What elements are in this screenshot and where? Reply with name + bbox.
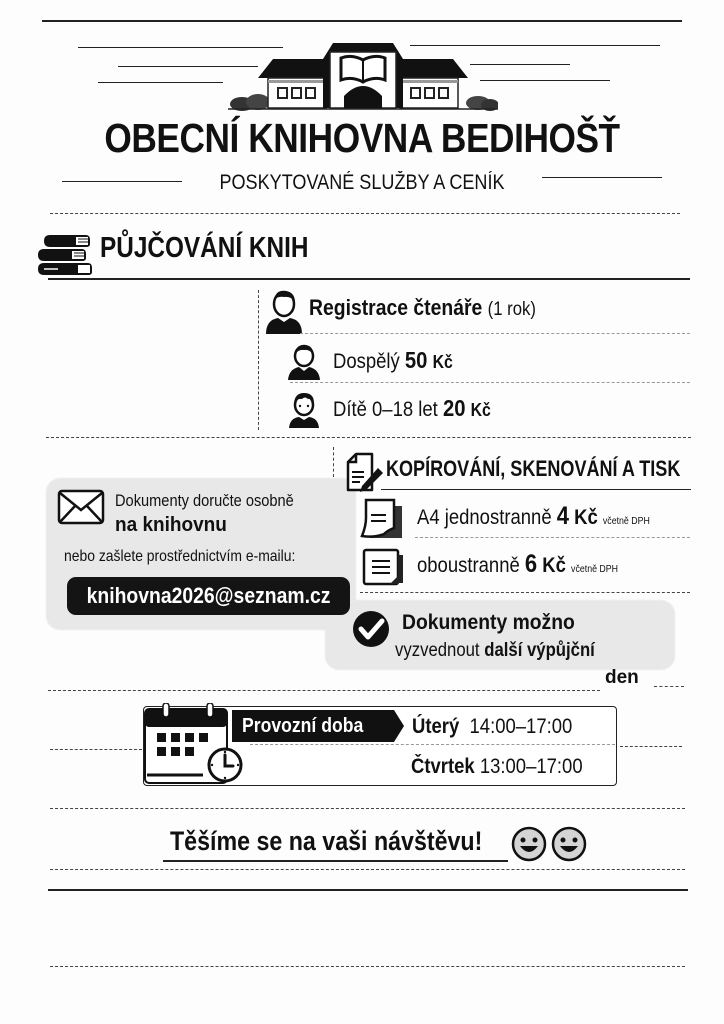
copy-note: včetně DPH bbox=[602, 516, 650, 527]
library-building-icon bbox=[228, 40, 498, 112]
smiley-icon bbox=[511, 826, 547, 862]
row-divider bbox=[250, 744, 615, 745]
pickup-text-bold: další výpůjční bbox=[484, 640, 595, 661]
single-page-icon bbox=[358, 498, 404, 540]
envelope-icon bbox=[57, 489, 105, 525]
price-label: Dospělý bbox=[333, 350, 400, 373]
lending-heading: PŮJČOVÁNÍ KNIH bbox=[100, 232, 309, 264]
footer-underline bbox=[163, 860, 508, 862]
copy-label: oboustranně bbox=[417, 554, 520, 577]
copy-price: 6 bbox=[524, 550, 538, 578]
copy-currency: Kč bbox=[542, 554, 566, 577]
divider bbox=[48, 690, 600, 691]
registration-label: Registrace čtenáře bbox=[309, 295, 483, 320]
price-row-child bbox=[333, 395, 491, 422]
price-row-adult bbox=[333, 347, 453, 374]
column-divider bbox=[258, 290, 259, 430]
schedule-row-thursday bbox=[411, 755, 583, 779]
delivery-line-3: nebo zašlete prostřednictvím e-mailu: bbox=[64, 548, 296, 565]
price-value: 20 bbox=[442, 395, 466, 421]
divider bbox=[46, 437, 691, 438]
email-link[interactable] bbox=[67, 577, 350, 615]
pickup-line-3: den bbox=[605, 667, 639, 688]
copying-heading: KOPÍROVÁNÍ, SKENOVÁNÍ A TISK bbox=[386, 456, 681, 481]
schedule-day: Úterý bbox=[412, 715, 460, 738]
copy-label: A4 jednostranně bbox=[417, 506, 552, 529]
child-icon bbox=[286, 390, 322, 428]
divider bbox=[50, 966, 685, 967]
schedule-time: 13:00–17:00 bbox=[479, 755, 583, 778]
registration-row bbox=[309, 295, 536, 321]
divider bbox=[50, 749, 142, 750]
bottom-rule bbox=[48, 889, 688, 891]
delivery-line-2: na knihovnu bbox=[115, 514, 227, 536]
schedule-row-tuesday bbox=[412, 715, 572, 739]
page-title: OBECNÍ KNIHOVNA BEDIHOŠŤ bbox=[104, 115, 620, 161]
copy-note: včetně DPH bbox=[571, 564, 619, 575]
copy-currency: Kč bbox=[574, 506, 598, 529]
copy-row-double bbox=[417, 550, 618, 579]
schedule-time: 14:00–17:00 bbox=[469, 715, 573, 738]
adult-icon bbox=[286, 342, 322, 380]
divider bbox=[620, 746, 682, 747]
calendar-clock-icon bbox=[143, 703, 245, 787]
copy-row-single bbox=[417, 502, 650, 531]
registration-period: (1 rok) bbox=[487, 299, 536, 320]
hours-label bbox=[232, 710, 394, 742]
row-divider bbox=[300, 333, 690, 334]
lending-rule bbox=[48, 278, 690, 280]
divider bbox=[50, 808, 685, 809]
divider bbox=[50, 869, 685, 870]
price-currency: Kč bbox=[432, 352, 453, 372]
price-value: 50 bbox=[404, 347, 428, 373]
pickup-line-2 bbox=[395, 640, 595, 662]
price-currency: Kč bbox=[470, 400, 491, 420]
hours-label-text: Provozní doba bbox=[242, 714, 364, 737]
schedule-day: Čtvrtek bbox=[411, 755, 475, 778]
divider bbox=[50, 213, 680, 214]
copying-rule bbox=[381, 489, 691, 490]
divider bbox=[654, 686, 684, 687]
subtitle-rule-right bbox=[542, 177, 662, 178]
smiley-icon bbox=[551, 826, 587, 862]
row-divider bbox=[360, 592, 690, 593]
deco-line bbox=[98, 82, 223, 83]
document-edit-icon bbox=[344, 452, 384, 494]
deco-line bbox=[480, 80, 610, 81]
checkmark-icon bbox=[352, 610, 390, 648]
footer-message: Těšíme se na vaši návštěvu! bbox=[170, 826, 483, 856]
copy-price: 4 bbox=[556, 502, 569, 530]
email-address: knihovna2026@seznam.cz bbox=[86, 583, 331, 608]
row-divider bbox=[290, 382, 690, 383]
page-subtitle: POSKYTOVANÉ SLUŽBY A CENÍK bbox=[219, 171, 505, 194]
double-page-icon bbox=[360, 547, 406, 587]
pickup-text: vyzvednout bbox=[395, 640, 480, 661]
pickup-line-1: Dokumenty možno bbox=[402, 611, 575, 634]
top-rule bbox=[42, 20, 682, 22]
user-icon bbox=[264, 288, 304, 334]
books-stack-icon bbox=[36, 233, 94, 277]
price-label: Dítě 0–18 let bbox=[333, 398, 438, 421]
row-divider bbox=[415, 537, 690, 538]
column-divider bbox=[333, 447, 334, 477]
delivery-line-1: Dokumenty doručte osobně bbox=[115, 491, 294, 510]
